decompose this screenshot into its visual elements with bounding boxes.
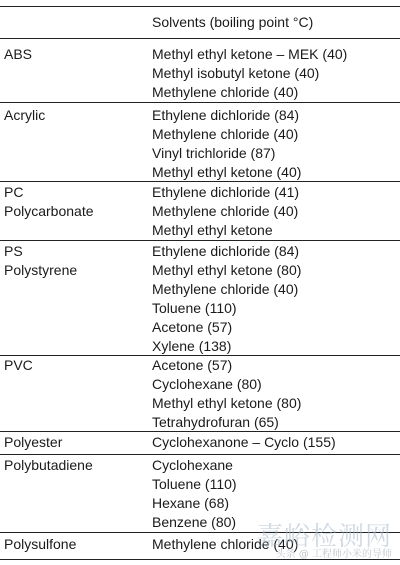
solvent-item: Cyclohexane (80)	[152, 376, 262, 392]
material-name: Polysulfone	[4, 536, 77, 552]
solvent-item: Ethylene dichloride (41)	[152, 184, 300, 200]
material-cell	[4, 456, 93, 475]
solvents-cell	[152, 356, 301, 432]
solvent-item: Hexane (68)	[152, 495, 230, 511]
solvent-item: Cyclohexane	[152, 457, 233, 473]
column-header-solvents: Solvents (boiling point °C)	[152, 14, 314, 30]
row-divider	[0, 102, 400, 103]
solvent-item: Methylene chloride (40)	[152, 126, 299, 142]
row-divider	[0, 454, 400, 455]
solvent-item: Methyl isobutyl ketone (40)	[152, 65, 320, 81]
material-cell	[4, 45, 32, 64]
solvent-item: Toluene (110)	[152, 476, 237, 492]
material-cell	[4, 433, 62, 452]
material-cell	[4, 356, 33, 375]
solvent-item: Tetrahydrofuran (65)	[152, 414, 279, 430]
solvents-cell	[152, 242, 301, 356]
solvents-cell	[152, 183, 299, 240]
solvent-item: Methylene chloride (40)	[152, 203, 299, 219]
material-name: PS	[4, 243, 23, 259]
solvents-cell	[152, 535, 298, 554]
row-divider	[0, 431, 400, 432]
material-cell	[4, 535, 76, 554]
solvent-item: Methyl ethyl ketone (80)	[152, 262, 302, 278]
row-divider	[0, 532, 400, 533]
solvent-item: Methyl ethyl ketone (80)	[152, 395, 302, 411]
material-name: PVC	[4, 357, 33, 373]
material-name: ABS	[4, 46, 33, 62]
solvent-item: Vinyl trichloride (87)	[152, 145, 276, 161]
material-cell	[4, 242, 77, 280]
bottom-rule	[0, 559, 400, 560]
material-name: Polycarbonate	[4, 203, 94, 219]
row-divider	[0, 240, 400, 241]
solvent-item: Methyl ethyl ketone	[152, 222, 273, 238]
top-rule	[0, 6, 400, 7]
material-name: PC	[4, 184, 24, 200]
solvent-item: Acetone (57)	[152, 319, 233, 335]
solvents-cell	[152, 433, 336, 452]
solvents-cell	[152, 45, 347, 102]
solvent-item: Methylene chloride (40)	[152, 281, 299, 297]
solvent-item: Cyclohexanone – Cyclo (155)	[152, 434, 336, 450]
solvent-item: Ethylene dichloride (84)	[152, 107, 300, 123]
material-name: Polyester	[4, 434, 63, 450]
solvent-item: Methyl ethyl ketone – MEK (40)	[152, 46, 348, 62]
header-rule	[0, 38, 400, 39]
solvent-item: Acetone (57)	[152, 357, 233, 373]
solvent-item: Benzene (80)	[152, 514, 237, 530]
solvent-item: Methyl ethyl ketone (40)	[152, 164, 302, 180]
material-name: Polystyrene	[4, 262, 78, 278]
material-name: Polybutadiene	[4, 457, 93, 473]
watermark-title: 嘉峪检测网	[256, 522, 392, 552]
material-cell	[4, 106, 45, 125]
row-divider	[0, 181, 400, 182]
solvent-item: Methylene chloride (40)	[152, 536, 299, 552]
solvent-item: Xylene (138)	[152, 338, 232, 354]
solvents-cell	[152, 456, 237, 532]
solvent-item: Methylene chloride (40)	[152, 84, 299, 100]
solvent-item: Ethylene dichloride (84)	[152, 243, 300, 259]
solvents-cell	[152, 106, 301, 182]
material-name: Acrylic	[4, 107, 46, 123]
watermark-caption: 头条 @ 工程师小米的导师	[275, 549, 392, 560]
solvent-item: Toluene (110)	[152, 300, 237, 316]
material-cell	[4, 183, 94, 221]
